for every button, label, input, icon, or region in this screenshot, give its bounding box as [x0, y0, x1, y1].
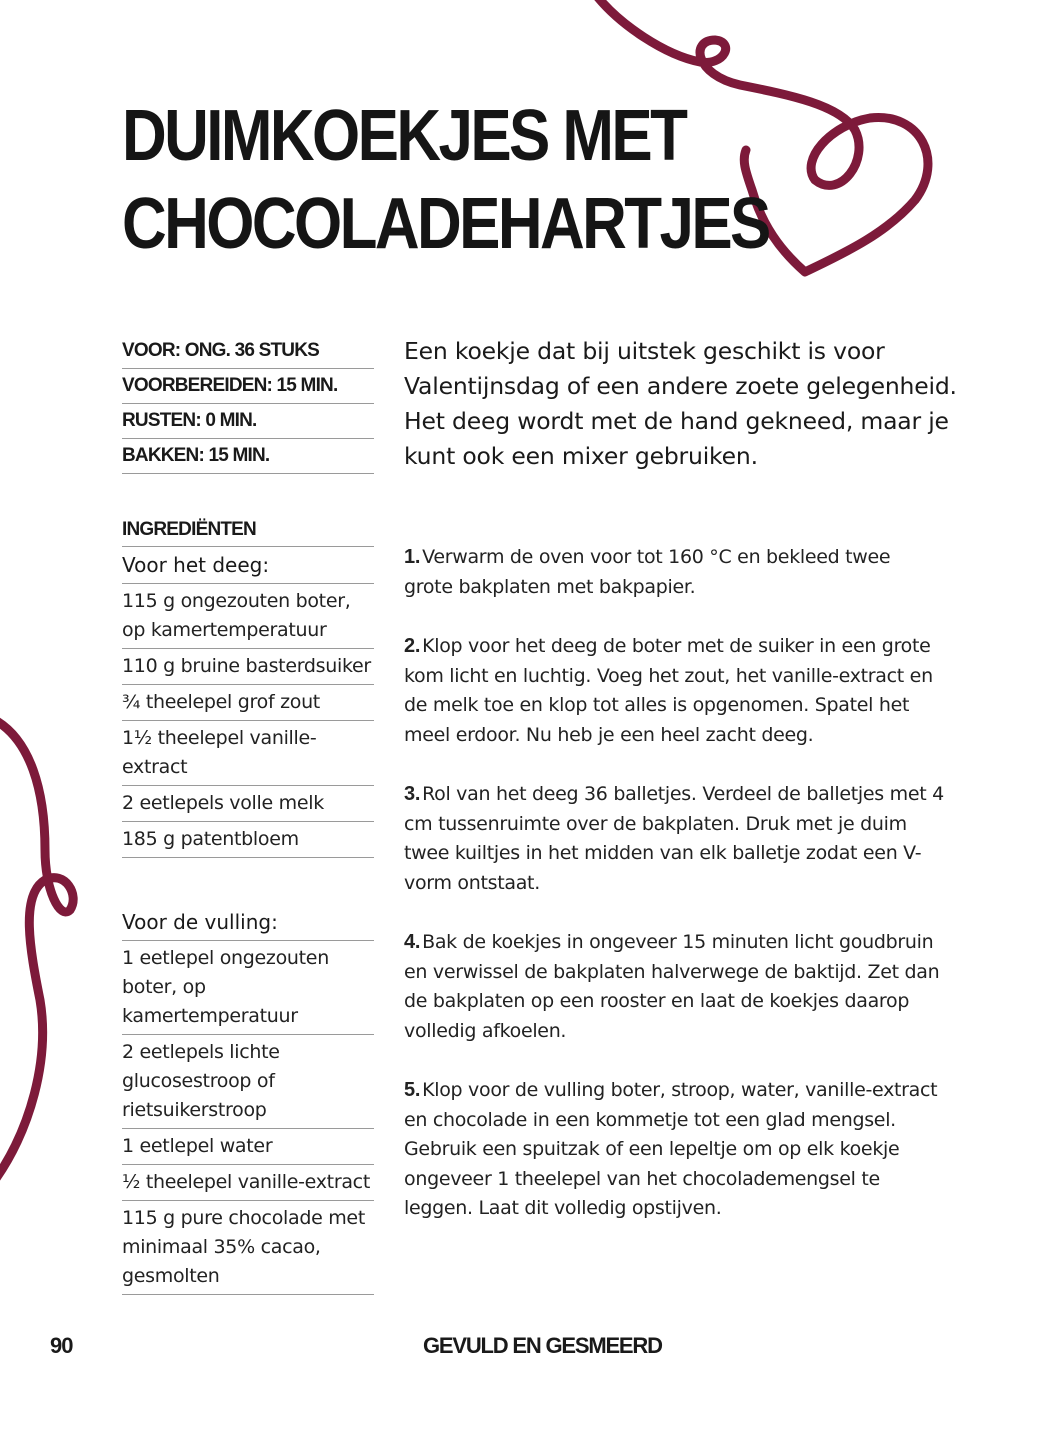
ingredient-item: ½ theelepel vanille-extract: [122, 1165, 374, 1201]
step-text: Klop voor de vulling boter, stroop, water, vanille-extract en chocolade in een kommetje tot een glad mengsel. Gebruik een spuitzak of een lepeltje om op elk koekje ongeveer 1 theelepel van het chocolademengsel te leggen. Laat dit volledig opstijven.: [404, 1079, 938, 1219]
ingredient-item: 1 eetlepel water: [122, 1129, 374, 1165]
ingredient-item: 115 g pure chocolade met minimaal 35% cacao, gesmolten: [122, 1201, 374, 1295]
step-number: 4.: [404, 931, 421, 953]
step-number: 1.: [404, 546, 421, 568]
step-3: [404, 780, 944, 898]
step-number: 2.: [404, 635, 421, 657]
ingredient-item: 1½ theelepel vanille-extract: [122, 721, 374, 786]
group-spacer: [122, 858, 374, 904]
method-steps: [404, 543, 944, 1254]
title-line-2: CHOCOLADEHARTJES: [122, 184, 769, 264]
meta-rest-time: RUSTEN: 0 MIN.: [122, 404, 374, 439]
step-4: [404, 928, 944, 1046]
group-heading-dough: Voor het deeg:: [122, 547, 374, 584]
meta-prep-time: VOORBEREIDEN: 15 MIN.: [122, 369, 374, 404]
step-number: 5.: [404, 1079, 421, 1101]
ingredient-item: 110 g bruine basterdsuiker: [122, 649, 374, 685]
meta-servings: VOOR: ONG. 36 STUKS: [122, 334, 374, 369]
step-5: [404, 1076, 944, 1224]
page-number: 90: [50, 1333, 73, 1358]
ingredients-heading: INGREDIËNTEN: [122, 512, 374, 547]
ingredient-item: 1 eetlepel ongezouten boter, op kamertemperatuur: [122, 941, 374, 1035]
ingredients-list: [122, 512, 374, 1295]
ingredient-item: ¾ theelepel grof zout: [122, 685, 374, 721]
ingredient-item: 2 eetlepels volle melk: [122, 786, 374, 822]
recipe-meta: [122, 334, 374, 474]
ingredient-item: 115 g ongezouten boter, op kamertemperatuur: [122, 584, 374, 649]
recipe-title: [122, 92, 769, 268]
meta-bake-time: BAKKEN: 15 MIN.: [122, 439, 374, 474]
step-text: Verwarm de oven voor tot 160 °C en bekleed twee grote bakplaten met bakpapier.: [404, 546, 891, 598]
title-line-1: DUIMKOEKJES MET: [122, 96, 686, 176]
step-2: [404, 632, 944, 750]
ingredient-item: 185 g patentbloem: [122, 822, 374, 858]
step-text: Bak de koekjes in ongeveer 15 minuten licht goudbruin en verwissel de bakplaten halverwege de baktijd. Zet dan de bakplaten op een rooster en laat de koekjes daarop volledig afkoelen.: [404, 931, 940, 1042]
step-1: [404, 543, 944, 602]
recipe-intro: Een koekje dat bij uitstek geschikt is voor Valentijnsdag of een andere zoete gelegenheid. Het deeg wordt met de hand gekneed, maar je kunt ook een mixer gebruiken.: [404, 337, 957, 470]
step-text: Rol van het deeg 36 balletjes. Verdeel de balletjes met 4 cm tussenruimte over de bakplaten. Druk met je duim twee kuiltjes in het midden van elk balletje zodat een V-vorm ontstaat.: [404, 783, 944, 894]
chapter-title: GEVULD EN GESMEERD: [423, 1333, 662, 1358]
step-text: Klop voor het deeg de boter met de suiker in een grote kom licht en luchtig. Voeg het zout, het vanille-extract en de melk toe en klop tot alles is opgenomen. Spatel het meel erdoor. Nu heb je een heel zacht deeg.: [404, 635, 933, 746]
step-number: 3.: [404, 783, 421, 805]
ingredient-item: 2 eetlepels lichte glucosestroop of rietsuikerstroop: [122, 1035, 374, 1129]
group-heading-filling: Voor de vulling:: [122, 904, 374, 941]
curly-ribbon: [0, 720, 73, 1180]
